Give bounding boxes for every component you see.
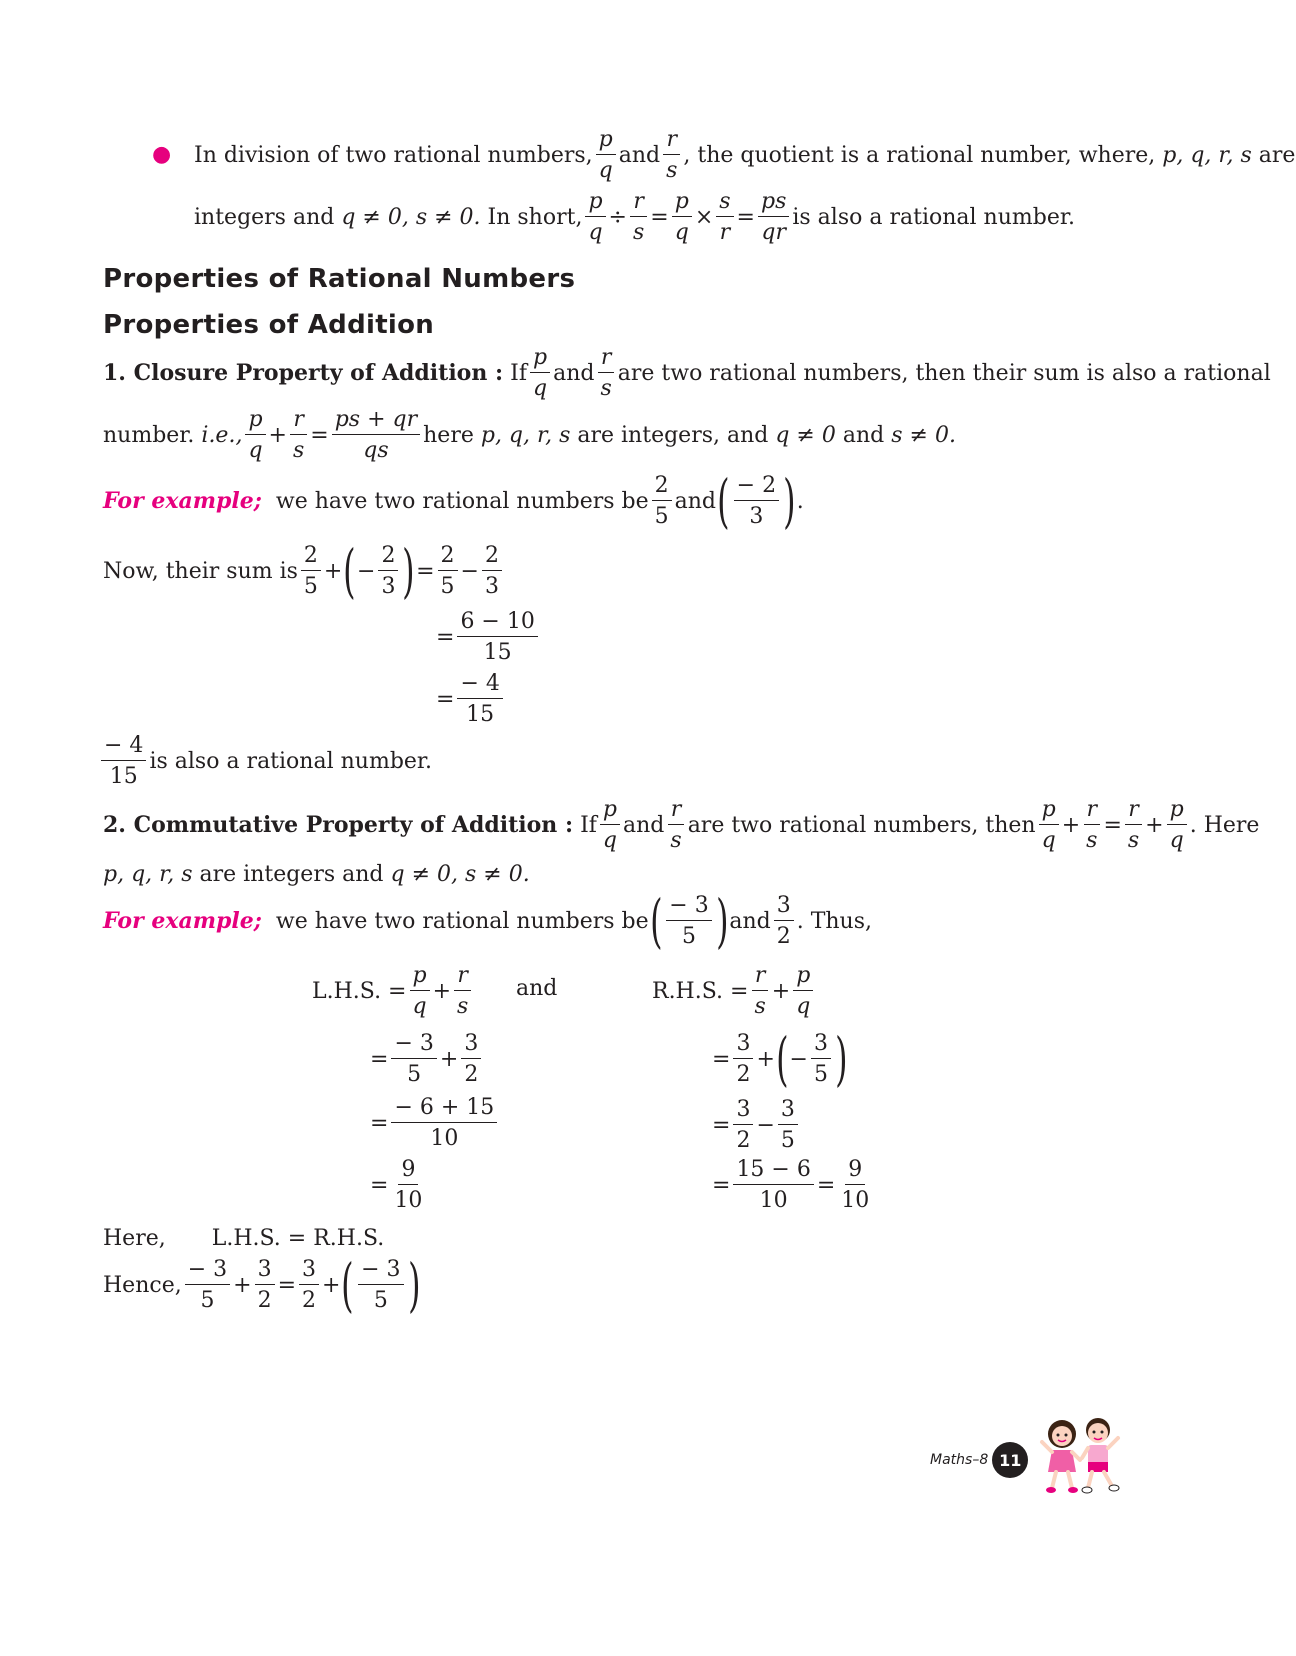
- example1-conclusion: $\frac{- 4}{15}$ is also a rational number.: [98, 734, 432, 788]
- rhs-step-4: = $\frac{15 - 6}{10}$ = $\frac{9}{10}$: [712, 1157, 870, 1214]
- middle-and: and: [516, 976, 558, 1001]
- bullet-line-2: integers and q ≠ 0, s ≠ 0. In short, $\frac{p}{q}$ ÷ $\frac{r}{s}$ = $\frac{p}{q}$ × $\frac{s}{r}$ = $\frac{ps}{qr}$ is also a rational number.: [194, 189, 1075, 246]
- kids-illustration: [1036, 1412, 1128, 1496]
- lhs-step-1: L.H.S. = $\frac{p}{q}$ + $\frac{r}{s}$: [312, 964, 474, 1018]
- closure-line-1: 1. Closure Property of Addition : If $\frac{p}{q}$ and $\frac{r}{s}$ are two rational numbers, then their sum is also a rational: [103, 345, 1271, 402]
- example1-step-2: = $\frac{6 - 10}{15}$: [436, 610, 541, 664]
- lhs-step-4: = $\frac{9}{10}$: [370, 1157, 423, 1214]
- example1-sum-line: Now, their sum is $\frac{2}{5}$ + ( − $\frac{2}{3}$ ) = $\frac{2}{5}$ − $\frac{2}{3}$: [103, 542, 505, 600]
- page-number: 11: [992, 1442, 1028, 1478]
- footer: [930, 1442, 1028, 1478]
- closure-line-2: number. i.e., $\frac{p}{q}$ + $\frac{r}{s}$ = $\frac{ps + qr}{qs}$ here p, q, r, s are integers, and q ≠ 0 and s ≠ 0.: [103, 407, 956, 464]
- commutative-line-2: p, q, r, s are integers and q ≠ 0, s ≠ 0.: [103, 862, 530, 887]
- example1-line: For example; we have two rational numbers be $\frac{2}{5}$ and ( $\frac{- 2}{3}$ ) .: [103, 467, 804, 535]
- rhs-step-3: = $\frac{3}{2}$ − $\frac{3}{5}$: [712, 1098, 801, 1152]
- girl-figure: [1042, 1420, 1080, 1493]
- boy-figure: [1082, 1418, 1119, 1493]
- lhs-step-2: = $\frac{- 3}{5}$ + $\frac{3}{2}$: [370, 1032, 484, 1086]
- example1-step-3: = $\frac{- 4}{15}$: [436, 672, 506, 726]
- rhs-step-2: = $\frac{3}{2}$ + ( − $\frac{3}{5}$ ): [712, 1025, 848, 1093]
- commutative-line-1: 2. Commutative Property of Addition : If $\frac{p}{q}$ and $\frac{r}{s}$ are two rational numbers, then $\frac{p}{q}$ + $\frac{r}{s}$ = $\frac{r}{s}$ + $\frac{p}{q}$ . Here: [103, 797, 1260, 854]
- example2-line: For example; we have two rational numbers be ( $\frac{- 3}{5}$ ) and $\frac{3}{2}$ . Thus,: [103, 887, 872, 955]
- heading-properties-rational: Properties of Rational Numbers: [103, 264, 576, 294]
- fraction-p-over-q: $\frac{p}{q}$: [596, 128, 616, 182]
- rhs-step-1: R.H.S. = $\frac{r}{s}$ + $\frac{p}{q}$: [652, 964, 816, 1018]
- here-line: Here, L.H.S. = R.H.S.: [103, 1226, 385, 1251]
- bullet-line-1: In division of two rational numbers, $\frac{p}{q}$ and $\frac{r}{s}$ , the quotient is a rational number, where, p, q, r, s are: [194, 127, 1296, 184]
- hence-line: Hence, $\frac{- 3}{5}$ + $\frac{3}{2}$ = $\frac{3}{2}$ + ( $\frac{- 3}{5}$ ): [103, 1251, 421, 1319]
- lhs-step-3: = $\frac{- 6 + 15}{10}$: [370, 1096, 500, 1150]
- fraction-r-over-s: $\frac{r}{s}$: [663, 128, 680, 182]
- heading-properties-addition: Properties of Addition: [103, 310, 435, 340]
- book-title: Maths–8: [930, 1452, 989, 1468]
- bullet-point: ●: [152, 142, 172, 167]
